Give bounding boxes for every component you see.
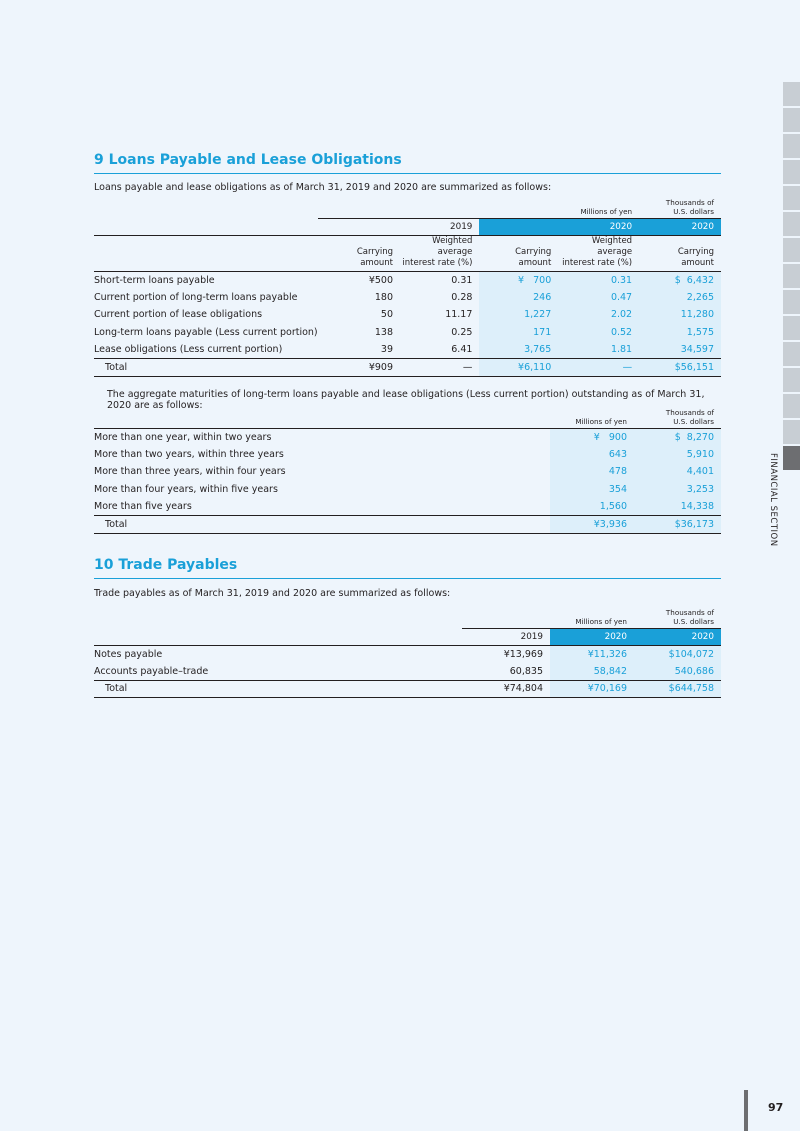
subheader-rate-2019: Weighted average interest rate (%) xyxy=(400,235,479,271)
cell: 1,560 xyxy=(550,498,634,516)
cell: 58,842 xyxy=(550,663,634,681)
subheader-carrying-2020: Carrying amount xyxy=(479,235,558,271)
cell: ¥ 900 xyxy=(550,428,634,446)
side-tab[interactable] xyxy=(783,186,800,210)
cell: — xyxy=(400,359,479,377)
cell: 354 xyxy=(550,481,634,499)
cell: 2,265 xyxy=(639,289,721,307)
subheader-carrying-usd: Carrying amount xyxy=(639,235,721,271)
row-label: More than one year, within two years xyxy=(94,428,550,446)
cell: 3,765 xyxy=(479,341,558,359)
unit-millions-yen: Millions of yen xyxy=(580,206,633,216)
row-label: Current portion of lease obligations xyxy=(94,309,263,321)
table-row xyxy=(94,324,721,342)
cell: $56,151 xyxy=(639,359,721,377)
cell: 0.52 xyxy=(558,324,639,342)
cell: 643 xyxy=(550,446,634,464)
cell: 11,280 xyxy=(639,306,721,324)
row-label: Accounts payable–trade xyxy=(94,665,209,677)
table-row xyxy=(94,463,721,481)
cell: ¥500 xyxy=(318,271,400,289)
cell: 39 xyxy=(380,344,394,355)
cell: $ 6,432 xyxy=(639,271,721,289)
side-tab-financial-section[interactable] xyxy=(783,446,800,470)
table-row xyxy=(94,481,721,499)
loans-table xyxy=(94,196,721,377)
unit-thousands-usd: Thousands of U.S. dollars xyxy=(665,197,714,216)
row-label: Notes payable xyxy=(94,645,462,663)
year-2020-usd-header: 2020 xyxy=(634,628,721,645)
cell: $36,173 xyxy=(634,516,721,534)
year-2020-header: 2020 xyxy=(550,628,634,645)
side-tab[interactable] xyxy=(783,368,800,392)
side-tab[interactable] xyxy=(783,420,800,444)
side-tab[interactable] xyxy=(783,134,800,158)
table-row xyxy=(94,446,721,464)
side-tab[interactable] xyxy=(783,394,800,418)
total-label: Total xyxy=(94,516,550,534)
page-number: 97 xyxy=(768,1101,784,1114)
row-label: Short-term loans payable xyxy=(94,271,318,289)
cell: 34,597 xyxy=(639,341,721,359)
side-tab[interactable] xyxy=(783,82,800,106)
maturities-intro: The aggregate maturities of long-term loans payable and lease obligations (Less current portion) outstanding as of March 31, 2020 are as follows: xyxy=(107,389,705,411)
table-row xyxy=(94,289,721,307)
side-tab[interactable] xyxy=(783,238,800,262)
cell: 540,686 xyxy=(634,663,721,681)
cell: 6.41 xyxy=(451,344,473,355)
side-section-tabs xyxy=(783,82,800,472)
cell: 0.47 xyxy=(558,289,639,307)
cell: 1.81 xyxy=(558,341,639,359)
cell: 14,338 xyxy=(634,498,721,516)
cell: ¥13,969 xyxy=(462,645,550,663)
row-label: More than four years, within five years xyxy=(94,483,278,495)
year-2019-header: 2019 xyxy=(318,218,480,235)
cell: 0.31 xyxy=(558,271,639,289)
maturities-table xyxy=(94,402,721,534)
cell: 60,835 xyxy=(509,665,543,677)
row-label: Current portion of long-term loans payable xyxy=(94,291,298,303)
cell: $104,072 xyxy=(634,645,721,663)
cell: ¥ 700 xyxy=(479,271,558,289)
cell: 0.25 xyxy=(451,326,473,338)
row-label: More than five years xyxy=(94,501,192,512)
side-tab[interactable] xyxy=(783,290,800,314)
cell: 3,253 xyxy=(634,481,721,499)
year-2019-header: 2019 xyxy=(462,628,550,645)
subheader-rate-2020: Weighted average interest rate (%) xyxy=(558,235,639,271)
cell: ¥3,936 xyxy=(550,516,634,534)
table-row xyxy=(94,271,721,289)
side-tab[interactable] xyxy=(783,316,800,340)
total-row xyxy=(94,516,721,534)
total-row xyxy=(94,359,721,377)
side-tab[interactable] xyxy=(783,342,800,366)
total-label: Total xyxy=(94,680,462,698)
year-2020-header: 2020 xyxy=(479,218,639,235)
cell: 1,575 xyxy=(639,324,721,342)
unit-millions-yen: Millions of yen xyxy=(575,616,627,626)
cell: ¥11,326 xyxy=(550,645,634,663)
cell: 5,910 xyxy=(634,446,721,464)
section-9-intro: Loans payable and lease obligations as of March 31, 2019 and 2020 are summarized as follows: xyxy=(94,182,552,193)
cell: 50 xyxy=(380,309,394,321)
row-label: More than two years, within three years xyxy=(94,448,284,460)
row-label: Long-term loans payable (Less current portion) xyxy=(94,326,318,338)
cell: $644,758 xyxy=(634,680,721,698)
cell: 11.17 xyxy=(445,309,473,321)
table-row xyxy=(94,428,721,446)
year-2020-usd-header: 2020 xyxy=(639,218,721,235)
unit-millions-yen: Millions of yen xyxy=(575,416,627,426)
cell: ¥74,804 xyxy=(462,680,550,698)
row-label: More than three years, within four years xyxy=(94,466,286,478)
page-number-bar xyxy=(744,1090,748,1131)
section-10-title: 10 Trade Payables xyxy=(94,557,721,579)
cell: 478 xyxy=(550,463,634,481)
cell: 1,227 xyxy=(479,306,558,324)
table-row xyxy=(94,306,721,324)
cell: 0.31 xyxy=(400,271,479,289)
total-label: Total xyxy=(94,359,318,377)
trade-payables-table xyxy=(94,602,721,698)
cell: ¥70,169 xyxy=(550,680,634,698)
side-tab[interactable] xyxy=(783,212,800,236)
row-label: Lease obligations (Less current portion) xyxy=(94,344,283,355)
side-section-label: FINANCIAL SECTION xyxy=(768,453,778,547)
cell: ¥6,110 xyxy=(479,359,558,377)
side-tab[interactable] xyxy=(783,264,800,288)
total-row xyxy=(94,680,721,698)
unit-thousands-usd: Thousands of U.S. dollars xyxy=(665,407,714,426)
subheader-carrying-2019: Carrying amount xyxy=(318,235,400,271)
cell: 0.28 xyxy=(451,291,473,303)
cell: 4,401 xyxy=(634,463,721,481)
side-tab[interactable] xyxy=(783,108,800,132)
table-row xyxy=(94,645,721,663)
unit-thousands-usd: Thousands of U.S. dollars xyxy=(665,607,714,626)
section-10-intro: Trade payables as of March 31, 2019 and 2020 are summarized as follows: xyxy=(94,588,451,599)
table-row xyxy=(94,341,721,359)
table-row xyxy=(94,498,721,516)
cell: ¥909 xyxy=(318,359,400,377)
cell: $ 8,270 xyxy=(634,428,721,446)
cell: 246 xyxy=(479,289,558,307)
side-tab[interactable] xyxy=(783,160,800,184)
cell: — xyxy=(558,359,639,377)
cell: 171 xyxy=(479,324,558,342)
section-9-title: 9 Loans Payable and Lease Obligations xyxy=(94,152,721,174)
table-row xyxy=(94,663,721,681)
cell: 2.02 xyxy=(558,306,639,324)
cell: 138 xyxy=(374,326,394,338)
cell: 180 xyxy=(374,291,394,303)
